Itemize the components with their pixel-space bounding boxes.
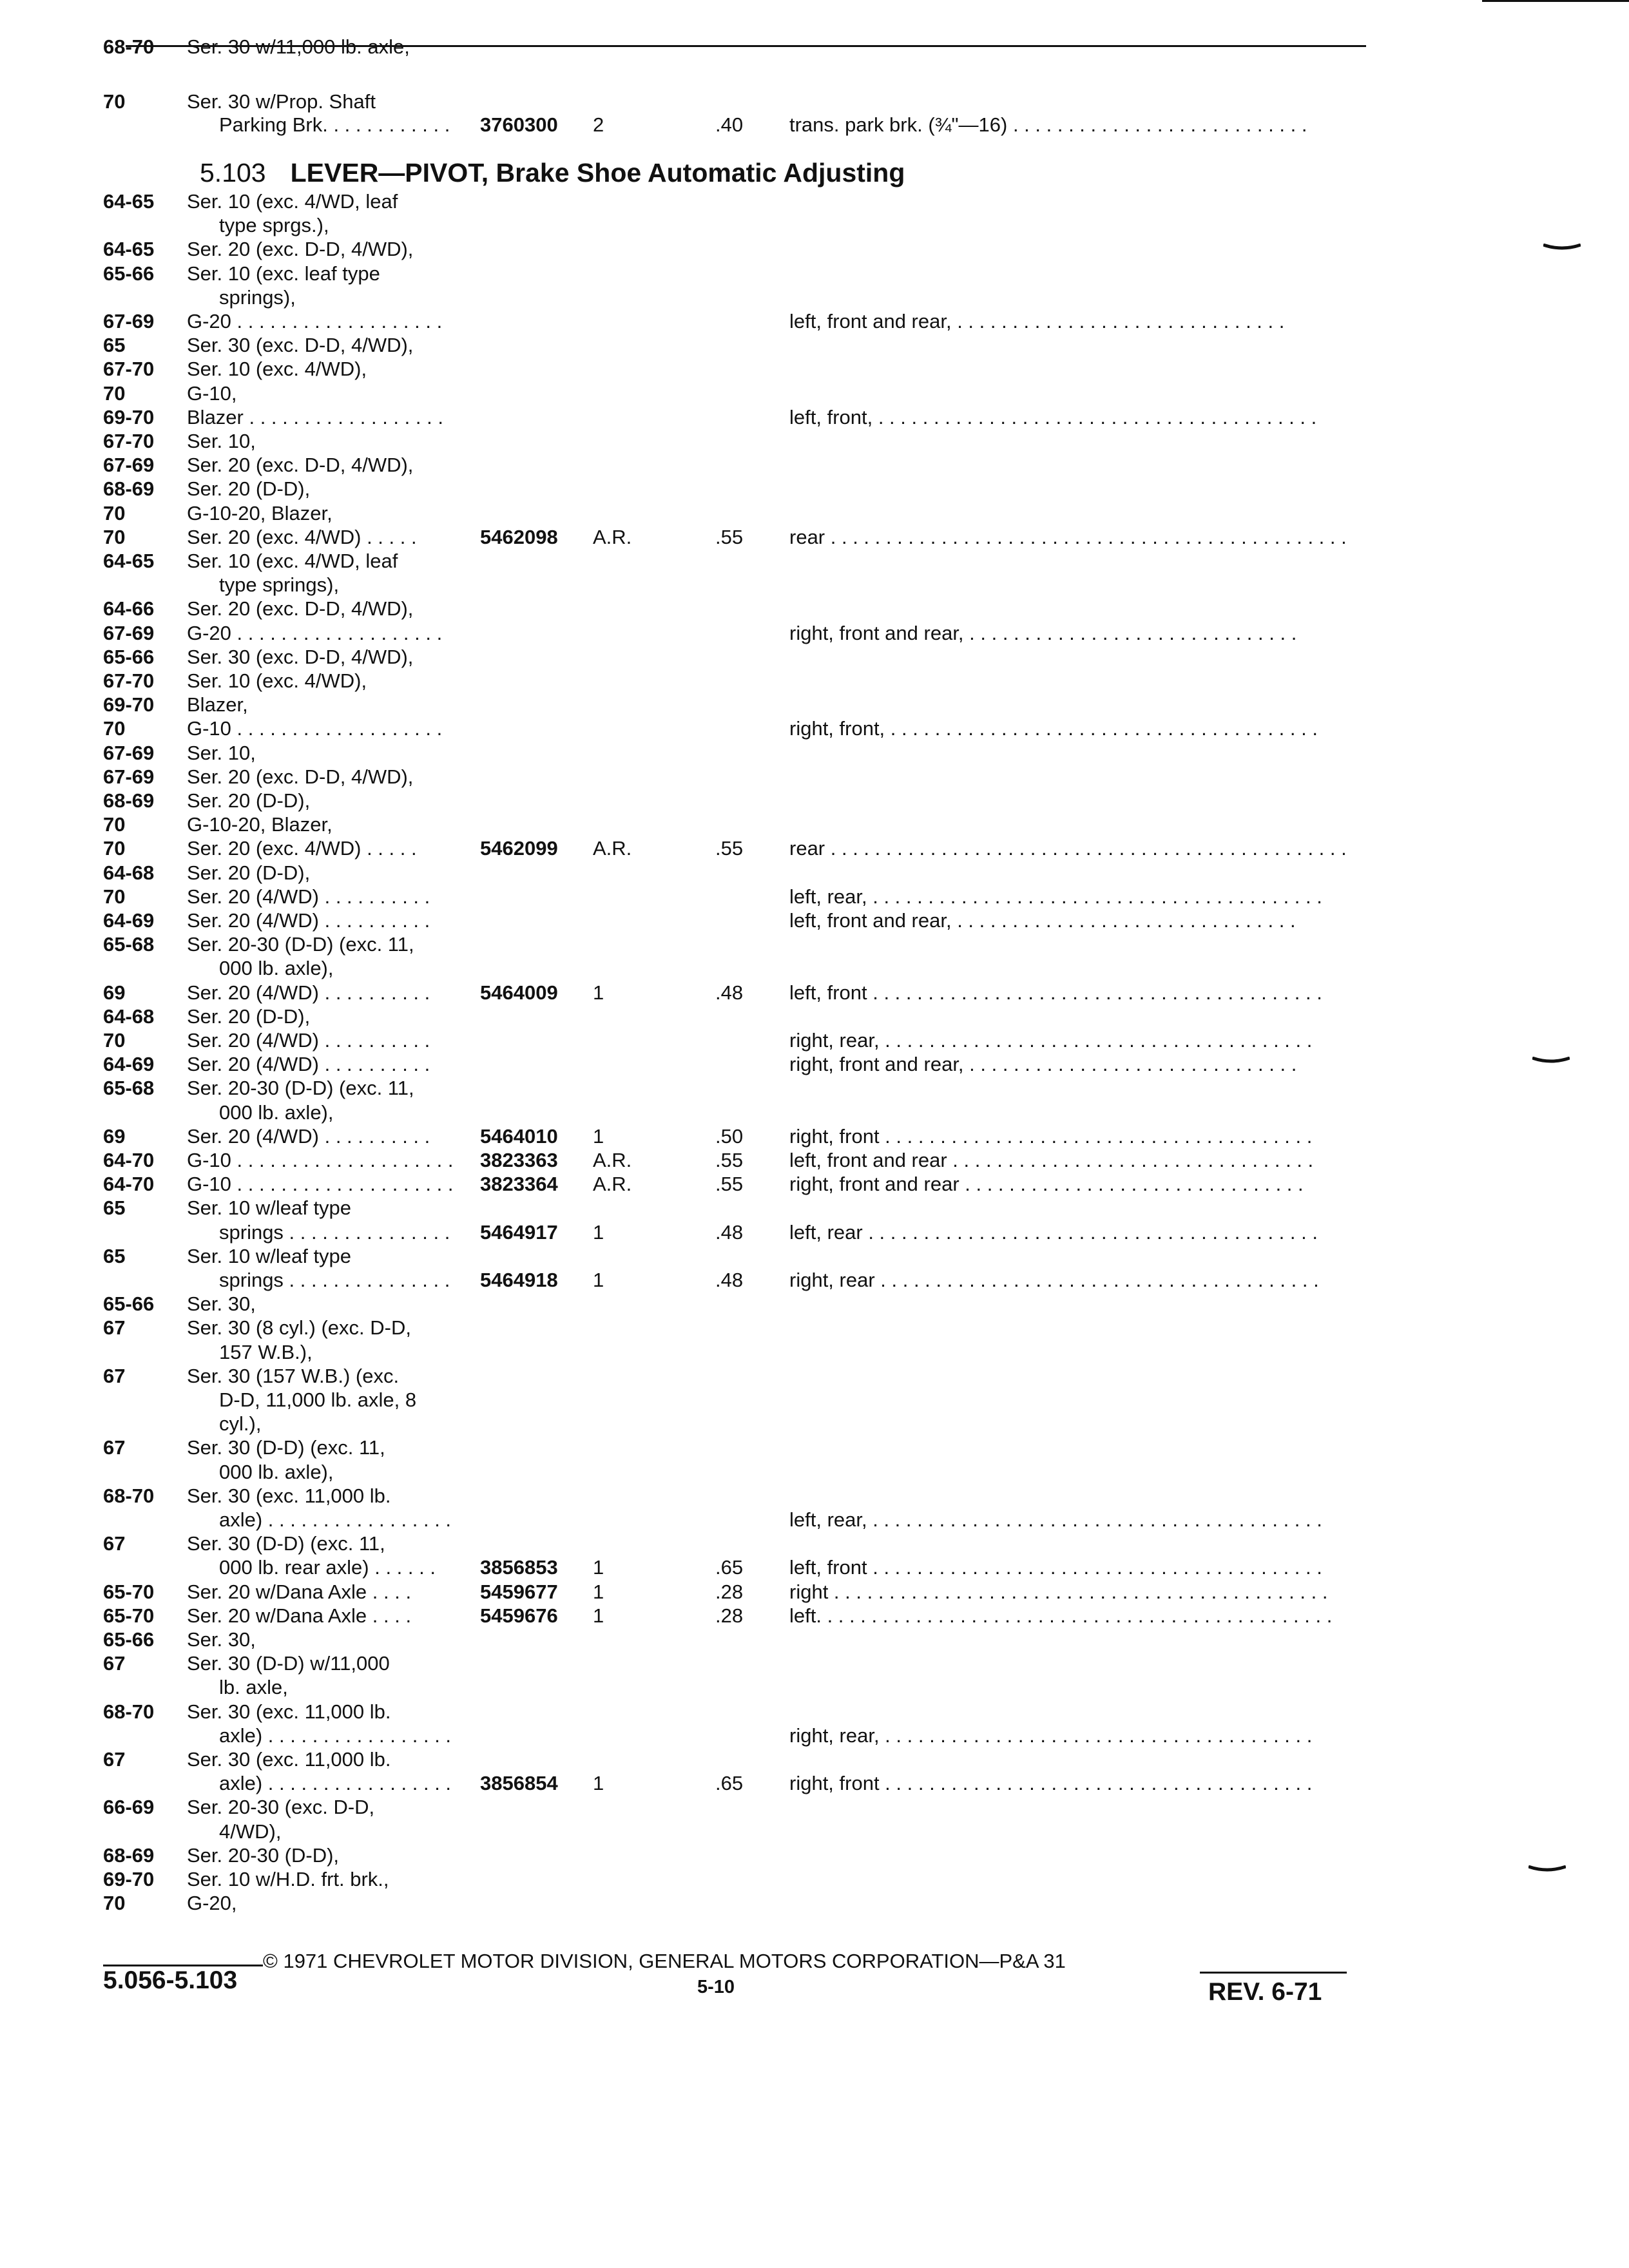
description-cell: G-10 . . . . . . . . . . . . . . . . . . . . bbox=[187, 1173, 454, 1196]
table-row bbox=[0, 1628, 1629, 1651]
table-row bbox=[0, 1173, 1629, 1196]
table-row bbox=[0, 693, 1629, 716]
table-row bbox=[0, 1700, 1629, 1724]
price-cell: .48 bbox=[715, 1269, 744, 1291]
description-cell: Ser. 20 (exc. D-D, 4/WD), bbox=[187, 597, 414, 620]
table-row bbox=[0, 1508, 1629, 1532]
price-cell: .48 bbox=[715, 981, 744, 1004]
table-row bbox=[0, 1293, 1629, 1316]
year-cell: 64-68 bbox=[103, 861, 155, 884]
year-cell: 65-70 bbox=[103, 1604, 155, 1627]
description-cell: Ser. 20 (exc. D-D, 4/WD), bbox=[187, 238, 414, 261]
application-cell: left, front, . . . . . . . . . . . . . . . . . . . . . . . . . . . . . . . . . . . . . . . . bbox=[789, 405, 1317, 428]
description-cell: Ser. 20 w/Dana Axle . . . . bbox=[187, 1604, 412, 1627]
application-cell: rear . . . . . . . . . . . . . . . . . . . . . . . . . . . . . . . . . . . . . . . . . . . . . . . bbox=[789, 837, 1347, 860]
year-cell: 70 bbox=[103, 90, 126, 113]
table-row bbox=[0, 1436, 1629, 1459]
description-cell: 000 lb. rear axle) . . . . . . bbox=[219, 1556, 436, 1579]
footer-copyright: © 1971 CHEVROLET MOTOR DIVISION, GENERAL MOTORS CORPORATION—P&A 31 bbox=[263, 1950, 1066, 1972]
description-cell: Ser. 30 (157 W.B.) (exc. bbox=[187, 1364, 400, 1387]
section-number: 5.103 bbox=[200, 158, 266, 187]
description-cell: Ser. 20-30 (exc. D-D, bbox=[187, 1796, 375, 1819]
table-row bbox=[0, 717, 1629, 740]
quantity-cell: A.R. bbox=[593, 1149, 632, 1171]
footer-page-number: 5-10 bbox=[697, 1977, 735, 1997]
year-cell: 70 bbox=[103, 885, 126, 908]
table-row bbox=[0, 310, 1629, 333]
year-cell: 69-70 bbox=[103, 405, 155, 428]
description-cell: Ser. 10 w/leaf type bbox=[187, 1196, 352, 1220]
price-cell: .55 bbox=[715, 525, 744, 548]
table-row bbox=[0, 957, 1629, 980]
description-cell: Ser. 20 (D-D), bbox=[187, 1004, 311, 1028]
year-cell: 64-65 bbox=[103, 550, 155, 572]
description-cell: G-20, bbox=[187, 1892, 237, 1915]
description-cell: 000 lb. axle), bbox=[219, 1100, 334, 1124]
description-cell: Ser. 30 (exc. 11,000 lb. bbox=[187, 1484, 391, 1507]
year-cell: 64-68 bbox=[103, 1004, 155, 1028]
description-cell: Ser. 20 (4/WD) . . . . . . . . . . bbox=[187, 1124, 430, 1148]
year-cell: 64-70 bbox=[103, 1149, 155, 1171]
margin-mark bbox=[1528, 1865, 1566, 1872]
table-row bbox=[0, 1365, 1629, 1388]
table-row bbox=[0, 742, 1629, 765]
year-cell: 68-70 bbox=[103, 1484, 155, 1507]
table-row bbox=[0, 113, 1629, 137]
description-cell: Ser. 20 (D-D), bbox=[187, 861, 311, 884]
description-cell: G-10-20, Blazer, bbox=[187, 501, 333, 524]
application-cell: right, front, . . . . . . . . . . . . . . . . . . . . . . . . . . . . . . . . . . . . . . . bbox=[789, 717, 1318, 740]
application-cell: right, rear, . . . . . . . . . . . . . . . . . . . . . . . . . . . . . . . . . . . . . . . bbox=[789, 1724, 1313, 1747]
table-row bbox=[0, 1005, 1629, 1028]
description-cell: Ser. 30 (exc. D-D, 4/WD), bbox=[187, 334, 414, 357]
application-cell: left, rear, . . . . . . . . . . . . . . . . . . . . . . . . . . . . . . . . . . . . . . . . . bbox=[789, 1508, 1322, 1531]
year-cell: 67-69 bbox=[103, 765, 155, 788]
year-cell: 70 bbox=[103, 837, 126, 860]
table-row bbox=[0, 1316, 1629, 1340]
table-row bbox=[0, 1053, 1629, 1076]
description-cell: Ser. 10, bbox=[187, 430, 256, 452]
table-row bbox=[0, 262, 1629, 285]
year-cell: 70 bbox=[103, 501, 126, 524]
part-number-cell: 5464010 bbox=[480, 1124, 558, 1148]
table-row bbox=[0, 1485, 1629, 1508]
description-cell: Ser. 30 (D-D) w/11,000 bbox=[187, 1652, 390, 1675]
margin-mark bbox=[1543, 244, 1581, 250]
description-cell: 4/WD), bbox=[219, 1820, 282, 1843]
year-cell: 67 bbox=[103, 1748, 126, 1771]
table-row bbox=[0, 190, 1629, 213]
year-cell: 67-69 bbox=[103, 621, 155, 644]
table-row bbox=[0, 526, 1629, 549]
table-row bbox=[0, 454, 1629, 477]
table-row bbox=[0, 573, 1629, 597]
quantity-cell: 1 bbox=[593, 1604, 604, 1627]
part-number-cell: 3856854 bbox=[480, 1772, 558, 1795]
part-number-cell: 5464009 bbox=[480, 981, 558, 1004]
table-row bbox=[0, 789, 1629, 812]
application-cell: right, front . . . . . . . . . . . . . . . . . . . . . . . . . . . . . . . . . . . . . . . bbox=[789, 1124, 1313, 1148]
description-cell: Ser. 20 (D-D), bbox=[187, 789, 311, 812]
description-cell: Blazer . . . . . . . . . . . . . . . . . . bbox=[187, 405, 443, 428]
description-cell: Ser. 10 w/leaf type bbox=[187, 1244, 352, 1267]
description-cell: Ser. 20 (4/WD) . . . . . . . . . . bbox=[187, 1029, 430, 1052]
price-cell: .65 bbox=[715, 1772, 744, 1795]
table-row bbox=[0, 765, 1629, 789]
part-number-cell: 5464918 bbox=[480, 1269, 558, 1291]
description-cell: Ser. 20 (4/WD) . . . . . . . . . . bbox=[187, 885, 430, 908]
table-row bbox=[0, 1581, 1629, 1604]
table-row bbox=[0, 286, 1629, 309]
table-row bbox=[0, 1772, 1629, 1795]
description-cell: axle) . . . . . . . . . . . . . . . . . bbox=[219, 1724, 452, 1747]
year-cell: 64-65 bbox=[103, 238, 155, 261]
table-row bbox=[0, 597, 1629, 620]
application-cell: right, front and rear . . . . . . . . . . . . . . . . . . . . . . . . . . . . . . . bbox=[789, 1173, 1304, 1196]
description-cell: springs . . . . . . . . . . . . . . . bbox=[219, 1220, 450, 1244]
description-cell: springs . . . . . . . . . . . . . . . bbox=[219, 1269, 450, 1291]
description-cell: axle) . . . . . . . . . . . . . . . . . bbox=[219, 1772, 452, 1795]
year-cell: 67 bbox=[103, 1364, 126, 1387]
price-cell: .28 bbox=[715, 1604, 744, 1627]
table-row bbox=[0, 214, 1629, 237]
description-cell: Ser. 10 (exc. 4/WD, leaf bbox=[187, 190, 398, 213]
description-cell: Ser. 10 w/H.D. frt. brk., bbox=[187, 1868, 389, 1890]
year-cell: 69 bbox=[103, 1124, 126, 1148]
application-cell: left, front . . . . . . . . . . . . . . . . . . . . . . . . . . . . . . . . . . . . . . . . . bbox=[789, 981, 1322, 1004]
year-cell: 67-70 bbox=[103, 430, 155, 452]
table-row bbox=[0, 1389, 1629, 1412]
table-row bbox=[0, 1269, 1629, 1292]
footer-section-range: 5.056-5.103 bbox=[103, 1966, 238, 1994]
quantity-cell: 2 bbox=[593, 113, 604, 136]
application-cell: left. . . . . . . . . . . . . . . . . . . . . . . . . . . . . . . . . . . . . . . . . . . . . . . bbox=[789, 1604, 1333, 1627]
description-cell: Ser. 20 (4/WD) . . . . . . . . . . bbox=[187, 909, 430, 932]
quantity-cell: A.R. bbox=[593, 837, 632, 860]
year-cell: 67-69 bbox=[103, 310, 155, 332]
description-cell: Ser. 20 (exc. 4/WD) . . . . . bbox=[187, 837, 417, 860]
description-cell: Ser. 10, bbox=[187, 741, 256, 764]
table-row bbox=[0, 837, 1629, 860]
description-cell: G-10-20, Blazer, bbox=[187, 813, 333, 836]
year-cell: 65 bbox=[103, 1196, 126, 1220]
description-cell: Ser. 30, bbox=[187, 1293, 256, 1316]
application-cell: right, front and rear, . . . . . . . . . . . . . . . . . . . . . . . . . . . . . . bbox=[789, 621, 1297, 644]
description-cell: Ser. 20-30 (D-D) (exc. 11, bbox=[187, 1077, 414, 1100]
table-row bbox=[0, 885, 1629, 908]
corner-rule bbox=[1482, 0, 1629, 2]
table-row bbox=[0, 1724, 1629, 1747]
table-row bbox=[0, 1341, 1629, 1364]
year-cell: 64-70 bbox=[103, 1173, 155, 1196]
year-cell: 65-66 bbox=[103, 1628, 155, 1651]
description-cell: Ser. 30, bbox=[187, 1628, 256, 1651]
table-row bbox=[0, 1077, 1629, 1100]
description-cell: cyl.), bbox=[219, 1412, 262, 1436]
table-row bbox=[0, 550, 1629, 573]
table-row bbox=[0, 1820, 1629, 1843]
year-cell: 67 bbox=[103, 1436, 126, 1459]
year-cell: 67-70 bbox=[103, 358, 155, 381]
application-cell: right, front and rear, . . . . . . . . . . . . . . . . . . . . . . . . . . . . . . bbox=[789, 1053, 1297, 1076]
table-row bbox=[0, 1796, 1629, 1819]
table-row bbox=[0, 1748, 1629, 1771]
price-cell: .65 bbox=[715, 1556, 744, 1579]
description-cell: Ser. 20 (4/WD) . . . . . . . . . . bbox=[187, 981, 430, 1004]
description-cell: G-20 . . . . . . . . . . . . . . . . . . . bbox=[187, 310, 443, 332]
description-cell: Ser. 20-30 (D-D) (exc. 11, bbox=[187, 933, 414, 956]
description-cell: Parking Brk. . . . . . . . . . . . bbox=[219, 113, 450, 136]
year-cell: 70 bbox=[103, 381, 126, 405]
year-cell: 70 bbox=[103, 717, 126, 740]
description-cell: Ser. 10 (exc. 4/WD), bbox=[187, 669, 367, 692]
table-row bbox=[0, 430, 1629, 453]
description-cell: Blazer, bbox=[187, 693, 248, 716]
year-cell: 65-68 bbox=[103, 933, 155, 956]
year-cell: 65-68 bbox=[103, 1077, 155, 1100]
table-row bbox=[0, 1892, 1629, 1915]
table-row bbox=[0, 35, 1629, 59]
description-cell: Ser. 30 (exc. 11,000 lb. bbox=[187, 1748, 391, 1771]
table-row bbox=[0, 981, 1629, 1004]
part-number-cell: 5462098 bbox=[480, 525, 558, 548]
table-row bbox=[0, 90, 1629, 113]
section-heading bbox=[200, 157, 905, 188]
quantity-cell: 1 bbox=[593, 1269, 604, 1291]
year-cell: 65 bbox=[103, 334, 126, 357]
year-cell: 70 bbox=[103, 1892, 126, 1915]
description-cell: Ser. 20 w/Dana Axle . . . . bbox=[187, 1580, 412, 1603]
table-row bbox=[0, 1604, 1629, 1628]
table-row bbox=[0, 933, 1629, 956]
table-row bbox=[0, 1532, 1629, 1555]
description-cell: G-10 . . . . . . . . . . . . . . . . . . . bbox=[187, 717, 443, 740]
year-cell: 67 bbox=[103, 1316, 126, 1340]
section-title: LEVER—PIVOT, Brake Shoe Automatic Adjusting bbox=[290, 158, 905, 187]
description-cell: Ser. 30 (exc. 11,000 lb. bbox=[187, 1700, 391, 1723]
description-cell: D-D, 11,000 lb. axle, 8 bbox=[219, 1389, 417, 1411]
year-cell: 70 bbox=[103, 813, 126, 836]
table-row bbox=[0, 358, 1629, 381]
table-row bbox=[0, 909, 1629, 932]
year-cell: 64-69 bbox=[103, 909, 155, 932]
description-cell: Ser. 20 (4/WD) . . . . . . . . . . bbox=[187, 1053, 430, 1076]
quantity-cell: 1 bbox=[593, 1772, 604, 1795]
description-cell: 000 lb. axle), bbox=[219, 1460, 334, 1483]
year-cell: 70 bbox=[103, 1029, 126, 1052]
part-number-cell: 3823364 bbox=[480, 1173, 558, 1196]
footer-rule-right bbox=[1200, 1972, 1347, 1974]
table-row bbox=[0, 861, 1629, 885]
description-cell: Ser. 10 (exc. 4/WD, leaf bbox=[187, 550, 398, 572]
price-cell: .55 bbox=[715, 1149, 744, 1171]
part-number-cell: 3760300 bbox=[480, 113, 558, 136]
table-row bbox=[0, 334, 1629, 357]
year-cell: 67 bbox=[103, 1532, 126, 1555]
description-cell: Ser. 30 (8 cyl.) (exc. D-D, bbox=[187, 1316, 411, 1340]
table-row bbox=[0, 813, 1629, 836]
application-cell: left, rear, . . . . . . . . . . . . . . . . . . . . . . . . . . . . . . . . . . . . . . . . . bbox=[789, 885, 1322, 908]
description-cell: Ser. 30 w/11,000 lb. axle, bbox=[187, 35, 410, 58]
quantity-cell: A.R. bbox=[593, 1173, 632, 1196]
description-cell: axle) . . . . . . . . . . . . . . . . . bbox=[219, 1508, 452, 1531]
description-cell: Ser. 20 (exc. 4/WD) . . . . . bbox=[187, 525, 417, 548]
description-cell: Ser. 20 (exc. D-D, 4/WD), bbox=[187, 765, 414, 788]
table-row bbox=[0, 1676, 1629, 1699]
table-row bbox=[0, 406, 1629, 429]
description-cell: Ser. 20-30 (D-D), bbox=[187, 1843, 340, 1867]
quantity-cell: A.R. bbox=[593, 525, 632, 548]
price-cell: .50 bbox=[715, 1124, 744, 1148]
quantity-cell: 1 bbox=[593, 1220, 604, 1244]
table-row bbox=[0, 382, 1629, 405]
year-cell: 65-66 bbox=[103, 645, 155, 668]
part-number-cell: 3823363 bbox=[480, 1149, 558, 1171]
application-cell: rear . . . . . . . . . . . . . . . . . . . . . . . . . . . . . . . . . . . . . . . . . . . . . . . bbox=[789, 525, 1347, 548]
part-number-cell: 5462099 bbox=[480, 837, 558, 860]
description-cell: Ser. 20 (exc. D-D, 4/WD), bbox=[187, 454, 414, 477]
year-cell: 64-65 bbox=[103, 190, 155, 213]
price-cell: .40 bbox=[715, 113, 744, 136]
table-row bbox=[0, 1556, 1629, 1579]
year-cell: 69-70 bbox=[103, 1868, 155, 1890]
description-cell: G-20 . . . . . . . . . . . . . . . . . . . bbox=[187, 621, 443, 644]
description-cell: Ser. 30 (D-D) (exc. 11, bbox=[187, 1532, 385, 1555]
description-cell: springs), bbox=[219, 285, 296, 309]
year-cell: 68-70 bbox=[103, 1700, 155, 1723]
description-cell: Ser. 20 (D-D), bbox=[187, 477, 311, 501]
year-cell: 67-69 bbox=[103, 741, 155, 764]
description-cell: G-10, bbox=[187, 381, 237, 405]
quantity-cell: 1 bbox=[593, 1556, 604, 1579]
description-cell: Ser. 30 w/Prop. Shaft bbox=[187, 90, 376, 113]
year-cell: 64-69 bbox=[103, 1053, 155, 1076]
description-cell: lb. axle, bbox=[219, 1676, 288, 1699]
application-cell: left, front and rear, . . . . . . . . . . . . . . . . . . . . . . . . . . . . . . . bbox=[789, 909, 1296, 932]
year-cell: 64-66 bbox=[103, 597, 155, 620]
year-cell: 69 bbox=[103, 981, 126, 1004]
year-cell: 67-70 bbox=[103, 669, 155, 692]
table-row bbox=[0, 622, 1629, 645]
table-row bbox=[0, 1412, 1629, 1436]
year-cell: 70 bbox=[103, 525, 126, 548]
year-cell: 67 bbox=[103, 1652, 126, 1675]
table-row bbox=[0, 502, 1629, 525]
year-cell: 67-69 bbox=[103, 454, 155, 477]
year-cell: 68-69 bbox=[103, 1843, 155, 1867]
year-cell: 68-69 bbox=[103, 477, 155, 501]
description-cell: Ser. 30 (exc. D-D, 4/WD), bbox=[187, 645, 414, 668]
description-cell: 000 lb. axle), bbox=[219, 957, 334, 980]
year-cell: 66-69 bbox=[103, 1796, 155, 1819]
table-row bbox=[0, 238, 1629, 261]
year-cell: 65-66 bbox=[103, 262, 155, 285]
table-row bbox=[0, 1101, 1629, 1124]
year-cell: 69-70 bbox=[103, 693, 155, 716]
table-row bbox=[0, 1221, 1629, 1244]
price-cell: .55 bbox=[715, 837, 744, 860]
table-row bbox=[0, 1844, 1629, 1867]
table-row bbox=[0, 646, 1629, 669]
description-cell: Ser. 10 (exc. 4/WD), bbox=[187, 358, 367, 381]
part-number-cell: 3856853 bbox=[480, 1556, 558, 1579]
description-cell: Ser. 10 (exc. leaf type bbox=[187, 262, 380, 285]
description-cell: type springs), bbox=[219, 573, 340, 597]
description-cell: Ser. 30 (D-D) (exc. 11, bbox=[187, 1436, 385, 1459]
table-row bbox=[0, 1196, 1629, 1220]
price-cell: .55 bbox=[715, 1173, 744, 1196]
application-cell: left, rear . . . . . . . . . . . . . . . . . . . . . . . . . . . . . . . . . . . . . . . . . bbox=[789, 1220, 1318, 1244]
margin-mark bbox=[1532, 1057, 1570, 1063]
price-cell: .28 bbox=[715, 1580, 744, 1603]
year-cell: 65 bbox=[103, 1244, 126, 1267]
year-cell: 65-66 bbox=[103, 1293, 155, 1316]
quantity-cell: 1 bbox=[593, 1580, 604, 1603]
part-number-cell: 5459677 bbox=[480, 1580, 558, 1603]
table-row bbox=[0, 1029, 1629, 1052]
part-number-cell: 5459676 bbox=[480, 1604, 558, 1627]
table-row bbox=[0, 1868, 1629, 1891]
description-cell: 157 W.B.), bbox=[219, 1340, 313, 1363]
price-cell: .48 bbox=[715, 1220, 744, 1244]
table-row bbox=[0, 1125, 1629, 1148]
application-cell: left, front . . . . . . . . . . . . . . . . . . . . . . . . . . . . . . . . . . . . . . . . . bbox=[789, 1556, 1322, 1579]
application-cell: right, rear . . . . . . . . . . . . . . . . . . . . . . . . . . . . . . . . . . . . . . . . bbox=[789, 1269, 1319, 1291]
table-row bbox=[0, 1461, 1629, 1484]
table-row bbox=[0, 1245, 1629, 1268]
table-row bbox=[0, 1652, 1629, 1675]
part-number-cell: 5464917 bbox=[480, 1220, 558, 1244]
quantity-cell: 1 bbox=[593, 1124, 604, 1148]
description-cell: type sprgs.), bbox=[219, 214, 329, 237]
application-cell: right, front . . . . . . . . . . . . . . . . . . . . . . . . . . . . . . . . . . . . . . . bbox=[789, 1772, 1313, 1795]
application-cell: right, rear, . . . . . . . . . . . . . . . . . . . . . . . . . . . . . . . . . . . . . . . bbox=[789, 1029, 1313, 1052]
year-cell: 68-69 bbox=[103, 789, 155, 812]
application-cell: right . . . . . . . . . . . . . . . . . . . . . . . . . . . . . . . . . . . . . . . . . . . . . bbox=[789, 1580, 1328, 1603]
table-row bbox=[0, 669, 1629, 693]
application-cell: trans. park brk. (¾"—16) . . . . . . . . . . . . . . . . . . . . . . . . . . . bbox=[789, 113, 1307, 136]
application-cell: left, front and rear, . . . . . . . . . . . . . . . . . . . . . . . . . . . . . . bbox=[789, 310, 1285, 332]
table-row bbox=[0, 477, 1629, 501]
quantity-cell: 1 bbox=[593, 981, 604, 1004]
description-cell: G-10 . . . . . . . . . . . . . . . . . . . . bbox=[187, 1149, 454, 1171]
year-cell: 68-70 bbox=[103, 35, 155, 58]
footer-revision: REV. 6-71 bbox=[1208, 1978, 1322, 2006]
application-cell: left, front and rear . . . . . . . . . . . . . . . . . . . . . . . . . . . . . . . . . bbox=[789, 1149, 1314, 1171]
year-cell: 65-70 bbox=[103, 1580, 155, 1603]
table-row bbox=[0, 1149, 1629, 1172]
